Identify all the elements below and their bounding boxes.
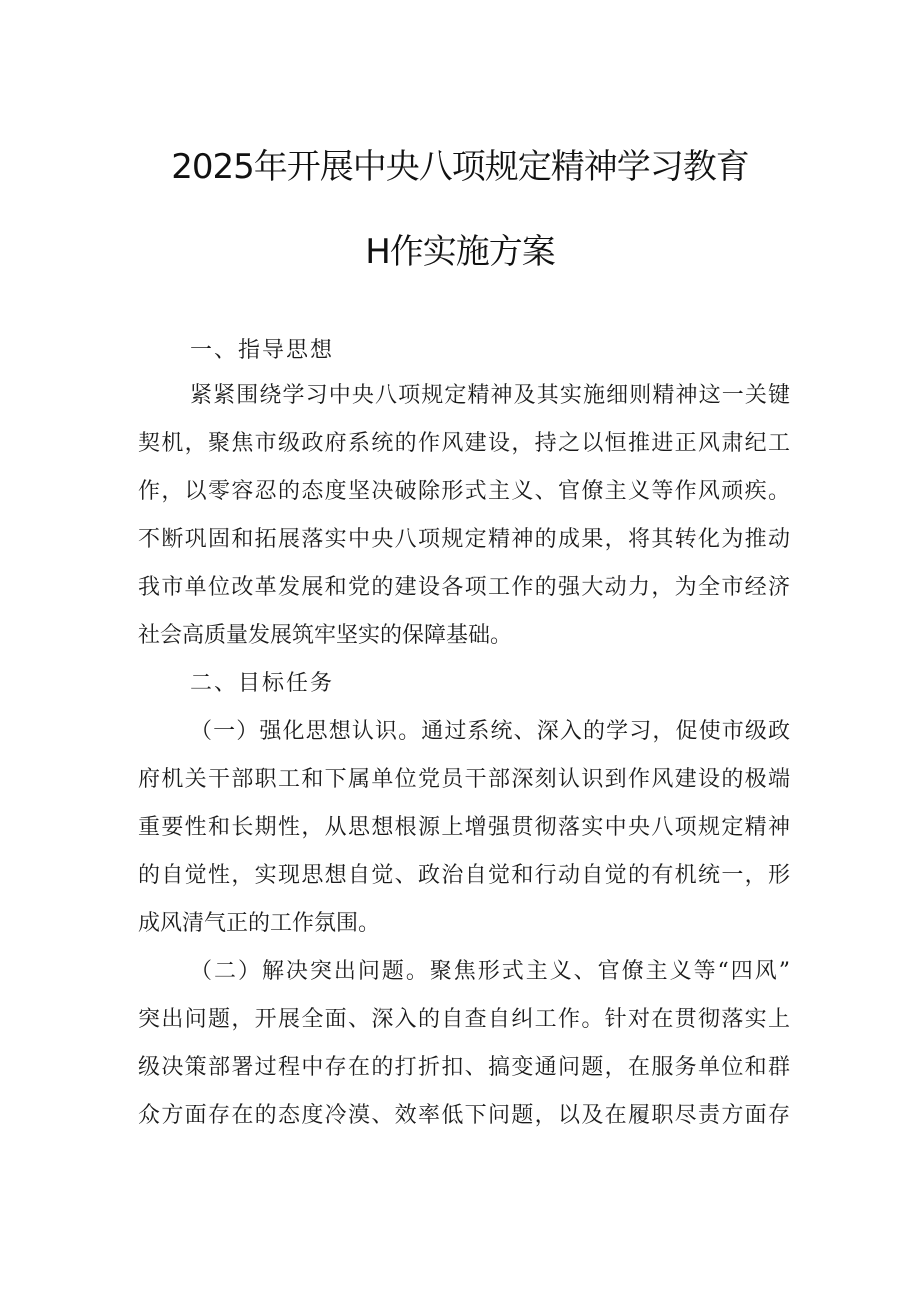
paragraph-line: 不断巩固和拓展落实中央八项规定精神的成果，将其转化为推动	[138, 527, 790, 552]
paragraph-line: 契机，聚焦市级政府系统的作风建设，持之以恒推进正风肃纪工	[138, 431, 790, 456]
paragraph-line: （一）强化思想认识。通过系统、深入的学习，促使市级政	[190, 719, 790, 744]
paragraph-line: 级决策部署过程中存在的打折扣、搞变通问题，在服务单位和群	[138, 1055, 790, 1080]
document-title-line-1: 2025年开展中央八项规定精神学习教育	[171, 147, 749, 187]
document-title-line-2: H作实施方案	[365, 232, 555, 272]
paragraph-line: 重要性和长期性，从思想根源上增强贯彻落实中央八项规定精神	[138, 815, 790, 840]
paragraph-line: 我市单位改革发展和党的建设各项工作的强大动力，为全市经济	[138, 575, 790, 600]
paragraph-line: 作，以零容忍的态度坚决破除形式主义、官僚主义等作风顽疾。	[138, 479, 790, 504]
paragraph-line: 社会高质量发展筑牢坚实的保障基础。	[138, 623, 513, 648]
paragraph-line: 成风清气正的工作氛围。	[138, 911, 381, 936]
section-heading-guiding-ideology: 一、指导思想	[190, 338, 335, 363]
paragraph-line: 紧紧围绕学习中央八项规定精神及其实施细则精神这一关键	[190, 383, 790, 408]
paragraph-line: （二）解决突出问题。聚焦形式主义、官僚主义等“四风”	[190, 959, 790, 984]
paragraph-line: 的自觉性，实现思想自觉、政治自觉和行动自觉的有机统一，形	[138, 863, 790, 888]
paragraph-line: 突出问题，开展全面、深入的自查自纠工作。针对在贯彻落实上	[138, 1007, 790, 1032]
paragraph-line: 府机关干部职工和下属单位党员干部深刻认识到作风建设的极端	[138, 767, 790, 792]
section-heading-goals-tasks: 二、目标任务	[190, 671, 335, 696]
paragraph-line: 众方面存在的态度冷漠、效率低下问题，以及在履职尽责方面存	[138, 1103, 790, 1128]
